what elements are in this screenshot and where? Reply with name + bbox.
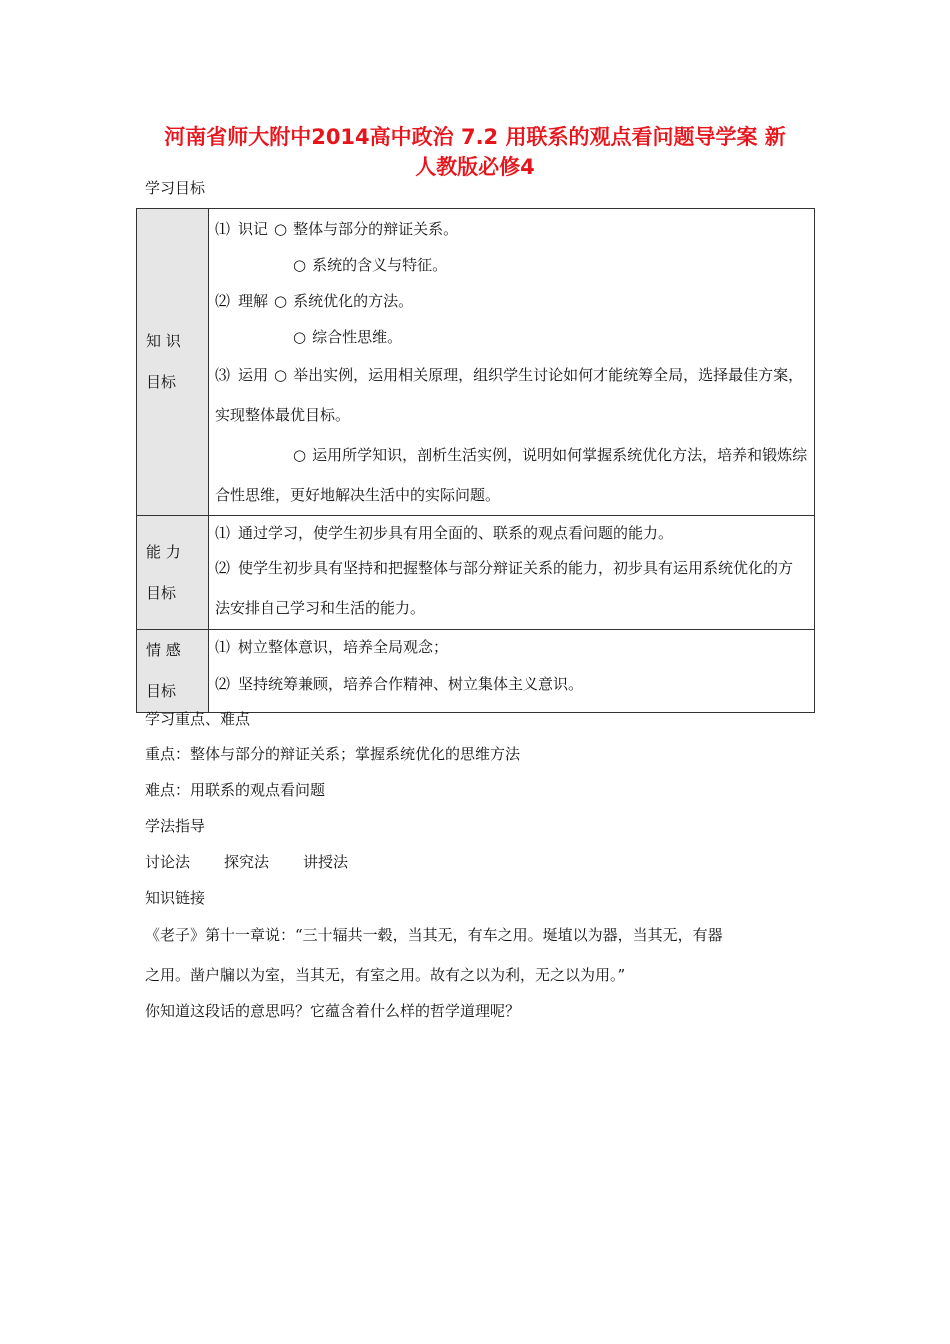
goal-line: ⑵ 理解 ○ 系统优化的方法。 — [215, 292, 414, 310]
circle-bullet-icon: ○ — [274, 220, 288, 238]
goal-line: ○ 综合性思维。 — [293, 328, 403, 346]
goal-line: ⑴ 通过学习，使学生初步具有用全面的、联系的观点看问题的能力。 — [215, 524, 674, 542]
section-heading-link: 知识链接 — [145, 889, 206, 907]
goal-line: ⑴ 识记 ○ 整体与部分的辩证关系。 — [215, 220, 459, 238]
category-label: 知 识 — [146, 332, 181, 350]
title-line-2: 人教版必修4 — [415, 155, 535, 179]
methods-list — [145, 852, 382, 872]
question-text: 你知道这段话的意思吗？它蕴含着什么样的哲学道理呢？ — [145, 1002, 521, 1020]
goal-line: ⑶ 运用 ○ 举出实例，运用相关原理，组织学生讨论如何才能统筹全局，选择最佳方案，实现整体最优目标。 — [215, 366, 804, 424]
circle-bullet-icon: ○ — [274, 366, 288, 384]
method-item: 讲授法 — [303, 853, 349, 871]
goal-line: ○ 系统的含义与特征。 — [293, 256, 448, 274]
table-row-knowledge — [137, 209, 815, 516]
goals-table — [136, 208, 815, 713]
category-label: 目标 — [146, 583, 177, 602]
circle-bullet-icon: ○ — [293, 328, 307, 346]
table-row-ability — [137, 516, 815, 630]
category-label: 目标 — [146, 682, 177, 700]
category-emotion — [137, 630, 209, 713]
goal-line: ⑴ 树立整体意识，培养全局观念； — [215, 638, 449, 656]
method-item: 讨论法 — [145, 853, 191, 871]
circle-bullet-icon: ○ — [293, 256, 307, 274]
difficult-point: 难点：用联系的观点看问题 — [145, 781, 326, 799]
key-point: 重点：整体与部分的辩证关系；掌握系统优化的思维方法 — [145, 745, 521, 763]
section-heading-method: 学法指导 — [145, 817, 206, 835]
goal-line: ⑵ 使学生初步具有坚持和把握整体与部分辩证关系的能力，初步具有运用系统优化的方法安排自己学习和生活的能力。 — [215, 559, 794, 617]
category-ability — [137, 516, 209, 630]
quote-line: 《老子》第十一章说：“三十辐共一毂，当其无，有车之用。埏埴以为器，当其无，有器 — [145, 926, 723, 944]
title-line-1: 河南省师大附中2014高中政治 7.2 用联系的观点看问题导学案 新 — [164, 125, 786, 149]
goal-line: ⑵ 坚持统筹兼顾，培养合作精神、树立集体主义意识。 — [215, 675, 584, 693]
category-label: 目标 — [146, 373, 177, 391]
category-label: 能 力 — [146, 542, 181, 561]
goal-line: ○ 运用所学知识，剖析生活实例，说明如何掌握系统优化方法，培养和锻炼综合性思维，更好地解决生活中的实际问题。 — [215, 446, 808, 504]
document-title — [120, 122, 830, 182]
method-item: 探究法 — [224, 853, 270, 871]
category-knowledge — [137, 209, 209, 516]
table-row-emotion — [137, 630, 815, 713]
circle-bullet-icon: ○ — [274, 292, 288, 310]
category-label: 情 感 — [146, 641, 181, 659]
ability-content — [209, 516, 815, 630]
quote-line: 之用。凿户牖以为室，当其无，有室之用。故有之以为利，无之以为用。” — [145, 966, 626, 984]
section-heading-goals: 学习目标 — [145, 179, 206, 197]
knowledge-content — [209, 209, 815, 516]
circle-bullet-icon: ○ — [293, 446, 307, 464]
section-heading-key-points: 学习重点、难点 — [145, 710, 251, 728]
emotion-content — [209, 630, 815, 713]
